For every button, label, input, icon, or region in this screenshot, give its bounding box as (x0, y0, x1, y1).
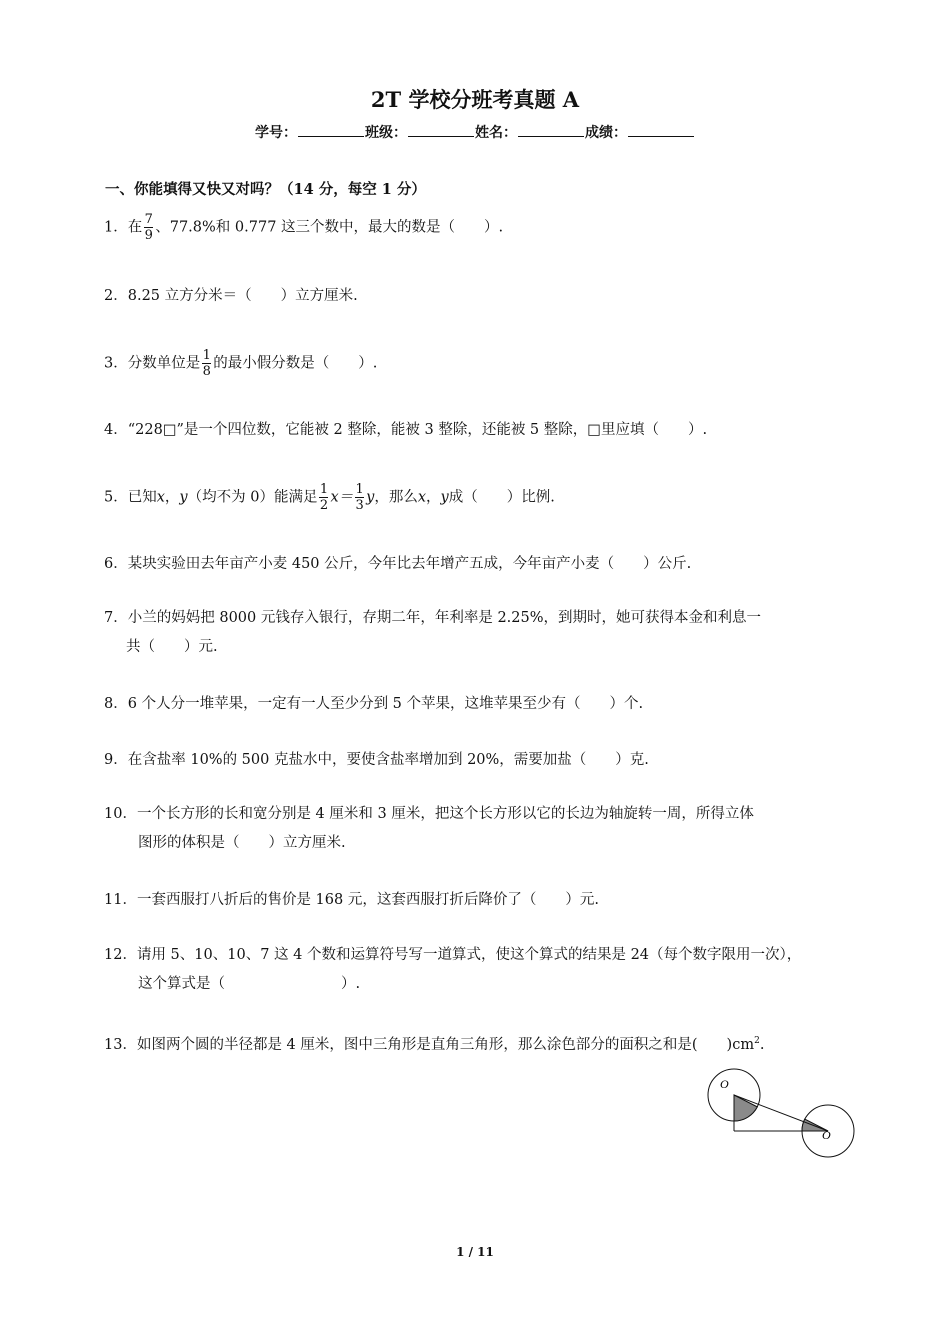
page-number: 1 / 11 (456, 1245, 494, 1259)
student-id-label: 学号： (255, 125, 297, 141)
student-info-line (0, 122, 950, 142)
fraction (202, 348, 211, 379)
question-number: 2． (104, 288, 128, 304)
question-number: 7． (104, 610, 128, 626)
fraction-denominator: 9 (144, 228, 153, 243)
question-number: 11． (104, 892, 137, 908)
question-text: 图形的体积是（ ）立方厘米. (138, 835, 346, 851)
variable-y: y (179, 489, 188, 506)
superscript: 2 (754, 1036, 760, 1046)
question-number: 10． (104, 806, 137, 822)
question-8 (104, 690, 643, 719)
score-blank[interactable] (628, 124, 694, 137)
question-text: 在 (127, 219, 143, 236)
student-id-blank[interactable] (298, 124, 364, 137)
question-12 (104, 941, 801, 999)
equation-part: x＝ (330, 489, 354, 506)
fraction-denominator: 8 (202, 364, 211, 379)
fraction-numerator: 1 (355, 482, 364, 497)
question-text: 、77.8%和 0.777 这三个数中，最大的数是（ ）. (155, 219, 504, 236)
question-number: 1． (104, 219, 128, 236)
question-number: 12． (104, 947, 137, 963)
question-number: 3． (104, 355, 128, 372)
question-3 (104, 348, 377, 379)
question-text: 成（ ）比例. (448, 489, 555, 506)
question-number: 13． (104, 1036, 137, 1053)
question-11 (104, 886, 599, 915)
question-4 (104, 416, 707, 445)
question-text: 某块实验田去年亩产小麦 450 公斤，今年比去年增产五成，今年亩产小麦（ ）公斤. (127, 556, 692, 572)
question-number: 8． (104, 696, 128, 712)
punctuation: ， (164, 489, 180, 506)
question-text: 分数单位是 (127, 355, 201, 372)
fraction-denominator: 3 (355, 498, 364, 513)
question-number: 9． (104, 752, 128, 768)
shaded-sector-top (734, 1095, 757, 1121)
section-heading: 一、你能填得又快又对吗？（14 分，每空 1 分） (105, 181, 426, 198)
name-label: 姓名： (475, 125, 517, 141)
question-7 (104, 604, 761, 662)
question-2 (104, 282, 358, 311)
question-text: 8.25 立方分米＝（ ）立方厘米. (127, 288, 358, 304)
punctuation: ， (426, 489, 441, 506)
question-text: （均不为 0）能满足 (187, 489, 318, 506)
fraction (319, 482, 328, 513)
score-label: 成绩： (585, 125, 627, 141)
question-text: 一套西服打八折后的售价是 168 元，这套西服打折后降价了（ ）元. (136, 892, 599, 908)
fraction (144, 212, 153, 243)
question-text: 已知 (127, 489, 157, 506)
question-text: 在含盐率 10%的 500 克盐水中，要使含盐率增加到 20%，需要加盐（ ）克. (127, 752, 649, 768)
question-text: “228□”是一个四位数，它能被 2 整除，能被 3 整除，还能被 5 整除，□里应填（ ）. (127, 422, 708, 438)
class-blank[interactable] (408, 124, 474, 137)
question-1 (104, 212, 503, 243)
question-text: 的最小假分数是（ ）. (213, 355, 378, 372)
fraction (355, 482, 364, 513)
fraction-numerator: 1 (319, 482, 329, 497)
two-circles-triangle-figure (700, 1065, 870, 1165)
fraction-denominator: 2 (319, 498, 329, 513)
question-text: 共（ ）元. (126, 639, 218, 655)
question-text: 这个算式是（ ）. (138, 976, 361, 992)
question-6 (104, 550, 691, 579)
question-5 (104, 482, 555, 513)
question-number: 6． (104, 556, 128, 572)
question-number: 4． (104, 422, 128, 438)
center-label-top: O (720, 1077, 729, 1091)
variable-x: x (156, 489, 165, 506)
center-label-bottom: O (822, 1128, 831, 1142)
question-text: 小兰的妈妈把 8000 元钱存入银行，存期二年，年利率是 2.25%，到期时，她可获得本金和利息一 (127, 610, 762, 626)
question-text: 请用 5、10、10、7 这 4 个数和运算符号写一道算式，使这个算式的结果是 24（每个数字限用一次）， (136, 947, 802, 963)
question-text: . (759, 1036, 765, 1053)
name-blank[interactable] (518, 124, 584, 137)
question-text: 一个长方形的长和宽分别是 4 厘米和 3 厘米，把这个长方形以它的长边为轴旋转一周，所得立体 (136, 806, 754, 822)
class-label: 班级： (365, 125, 407, 141)
page-title: 2T 学校分班考真题 A (370, 87, 580, 112)
question-text: 6 个人分一堆苹果，一定有一人至少分到 5 个苹果，这堆苹果至少有（ ）个. (127, 696, 644, 712)
question-13 (104, 1027, 764, 1060)
variable-x: x (417, 489, 427, 506)
question-text: ，那么 (374, 489, 418, 506)
question-text: 如图两个圆的半径都是 4 厘米，图中三角形是直角三角形，那么涂色部分的面积之和是( )cm (136, 1036, 755, 1053)
question-9 (104, 746, 649, 775)
variable-y: y (440, 489, 449, 506)
fraction-numerator: 7 (144, 212, 153, 227)
question-number: 5． (104, 489, 128, 506)
variable-y: y (366, 489, 375, 506)
fraction-numerator: 1 (202, 348, 211, 363)
question-10 (104, 800, 754, 858)
